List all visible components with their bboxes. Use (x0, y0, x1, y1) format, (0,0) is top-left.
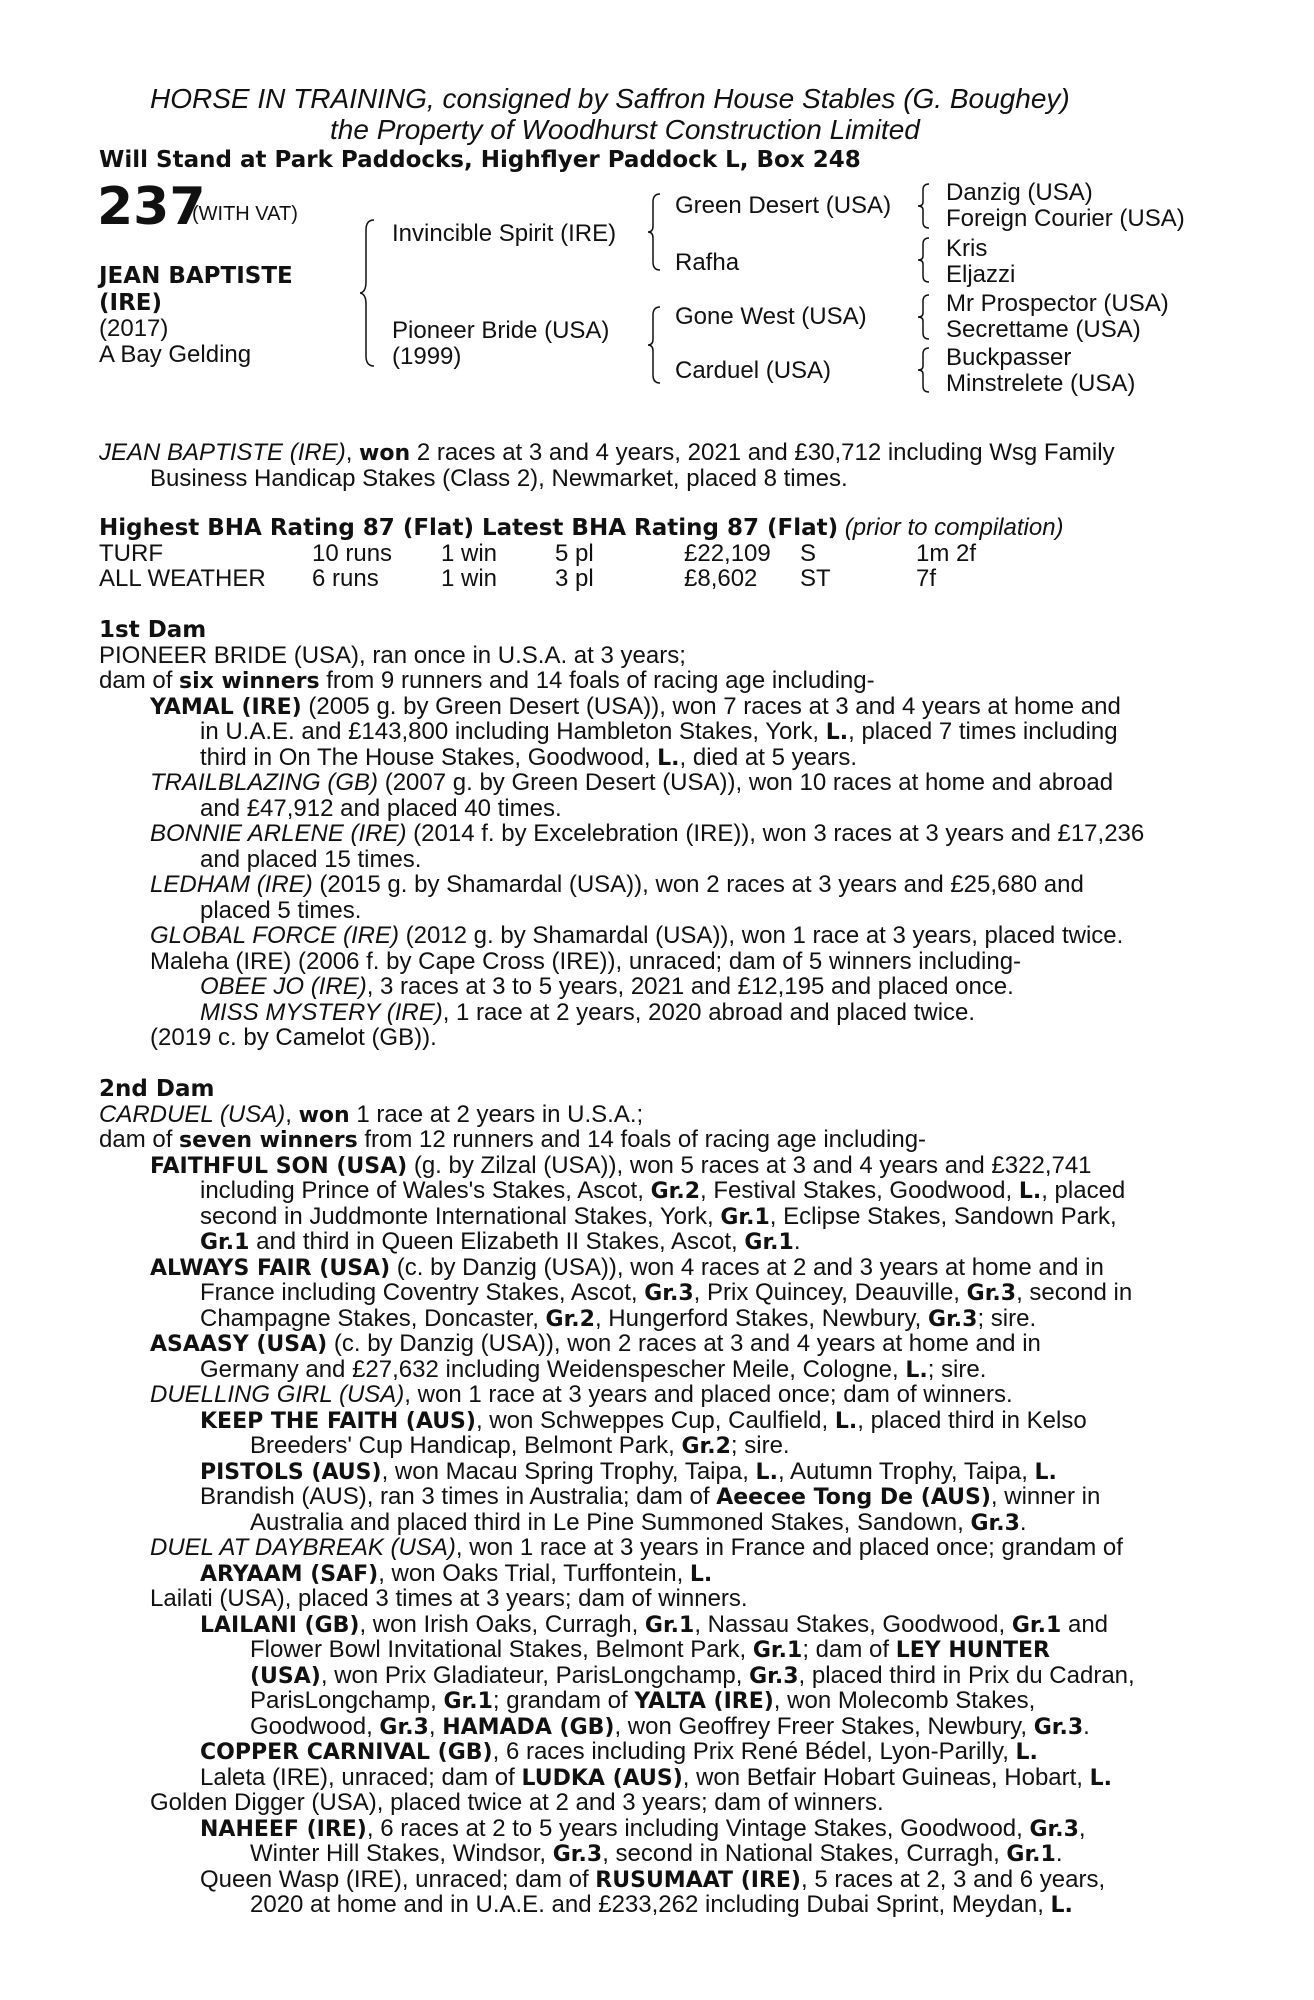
pedigree-sire: Invincible Spirit (IRE) (392, 220, 617, 247)
pedigree-brace-ds (918, 293, 932, 341)
catalogue-page: HORSE IN TRAINING, consigned by Saffron House Stables (G. Boughey) the Property of Woodhurst Construction Limited Will Stand at Park Paddocks, Highflyer Paddock L, Box 248 237 (WITH VAT) JEAN BAPTISTE (IRE) (2017) A Bay Gelding Invincible Spirit (IRE) Pioneer Bride (USA) (1999) Green Desert (USA) Rafha Gone West (USA) Carduel (USA) Danzig (USA) Foreign Courier (USA) Kris Eljazzi Mr Prospector (USA) Secrettame (USA) Buckpasser Minstrelete (USA) JEAN BAPTISTE (IRE), won 2 races at 3 and 4 years, 2021 and £30,712 including Wsg Family Business Handicap Stakes (Class 2), Newmarket, placed 8 times. Highest BHA Rating 87 (Flat) Latest BHA Rating 87 (Flat) (prior to compilation) TURF 10 runs 1 win 5 pl £22,109 S 1m 2f ALL WEATHER 6 runs 1 win 3 pl £8,602 ST 7f 1st Dam PIONEER BRIDE (USA), ran once in U.S.A. at 3 years; dam of six winners from 9 runners and 14 foals of racing age including- YAMAL (IRE) (2005 g. by Green Desert (USA)), won 7 races at 3 and 4 years at home and in U.A.E. and £143,800 including Hambleton Stakes, York, L., placed 7 times including third in On The House Stakes, Goodwood, L., died at 5 years. TRAILBLAZING (GB) (2007 g. by Green Desert (USA)), won 10 races at home and abroad and £47,912 and placed 40 times. BONNIE ARLENE (IRE) (2014 f. by Excelebration (IRE)), won 3 races at 3 years and £17,236 and placed 15 times. LEDHAM (IRE) (2015 g. by Shamardal (USA)), won 2 races at 3 years and £25,680 and placed 5 times. GLOBAL FORCE (IRE) (2012 g. by Shamardal (USA)), won 1 race at 3 years, placed twice. Maleha (IRE) (2006 f. by Cape Cross (IRE)), unraced; dam of 5 winners including- OBEE JO (IRE), 3 races at 3 to 5 years, 2021 and £12,195 and placed once. MISS MYSTERY (IRE), 1 race at 2 years, 2020 abroad and placed twice. (2019 c. by Camelot (GB)). 2nd Dam CARDUEL (USA), won 1 race at 2 years in U.S.A.; dam of seven winners from 12 runners and 14 foals of racing age including- FAITHFUL SON (USA) (g. by Zilzal (USA)), won 5 races at 3 and 4 years and £322,741 including Prince of Wales's Stakes, Ascot, Gr.2, Festival Stakes, Goodwood, L., placed second in Juddmonte International Stakes, York, Gr.1, Eclipse Stakes, Sandown Park, Gr.1 and third in Queen Elizabeth II Stakes, Ascot, Gr.1. ALWAYS FAIR (USA) (c. by Danzig (USA)), won 4 races at 2 and 3 years at home and in France including Coventry Stakes, Ascot, Gr.3, Prix Quincey, Deauville, Gr.3, second in Champagne Stakes, Doncaster, Gr.2, Hungerford Stakes, Newbury, Gr.3; sire. ASAASY (USA) (c. by Danzig (USA)), won 2 races at 3 and 4 years at home and in Germany and £27,632 including Weidenspescher Meile, Cologne, L.; sire. DUELLING GIRL (USA), won 1 race at 3 years and placed once; dam of winners. KEEP THE FAITH (AUS), won Schweppes Cup, Caulfield, L., placed third in Kelso Breeders' Cup Handicap, Belmont Park, Gr.2; sire. PISTOLS (AUS), won Macau Spring Trophy, Taipa, L., Autumn Trophy, Taipa, L. Brandish (AUS), ran 3 times in Australia; dam of Aeecee Tong De (AUS), winner in Australia and placed third in Le Pine Summoned Stakes, Sandown, Gr.3. DUEL AT DAYBREAK (USA), won 1 race at 3 years in France and placed once; grandam of ARYAAM (SAF), won Oaks Trial, Turffontein, L. Lailati (USA), placed 3 times at 3 years; dam of winners. LAILANI (GB), won Irish Oaks, Curragh, Gr.1, Nassau Stakes, Goodwood, Gr.1 and Flower Bowl Invitational Stakes, Belmont Park, Gr.1; dam of LEY HUNTER (USA), won Prix Gladiateur, ParisLongchamp, Gr.3, placed third in Prix du Cadran, ParisLongchamp, Gr.1; grandam of YALTA (IRE), won Molecomb Stakes, Goodwood, Gr.3, HAMADA (GB), won Geoffrey Freer Stakes, Newbury, Gr.3. COPPER CARNIVAL (GB), 6 races including Prix René Bédel, Lyon-Parilly, L. Laleta (IRE), unraced; dam of LUDKA (AUS), won Betfair Hobart Guineas, Hobart, L. Golden Digger (USA), placed twice at 2 and 3 years; dam of winners. NAHEEF (IRE), 6 races at 2 to 5 years including Vintage Stakes, Goodwood, Gr.3, Winter Hill Stakes, Windsor, Gr.3, second in National Stakes, Curragh, Gr.1. Queen Wasp (IRE), unraced; dam of RUSUMAAT (IRE), 5 races at 2, 3 and 6 years, 2020 at home and in U.A.E. and £233,262 including Dubai Sprint, Meydan, L. (97, 83, 1185, 1918)
property-line: the Property of Woodhurst Construction Limited (330, 114, 920, 145)
vat-note: (WITH VAT) (192, 203, 298, 225)
pedigree-ssd: Foreign Courier (USA) (946, 205, 1185, 232)
pedigree-dss: Mr Prospector (USA) (946, 290, 1169, 317)
produce-duel-at-daybreak: DUEL AT DAYBREAK (USA), won 1 race at 3 years in France and placed once; grandam of (150, 1534, 1123, 1561)
horse-suffix: (IRE) (99, 290, 163, 316)
produce-laleta: Laleta (IRE), unraced; dam of LUDKA (AUS), won Betfair Hobart Guineas, Hobart, L. (200, 1764, 1113, 1791)
produce-golden-digger: Golden Digger (USA), placed twice at 2 and 3 years; dam of winners. (150, 1789, 884, 1816)
pedigree-dam-sire: Gone West (USA) (675, 303, 867, 330)
consignor-line: HORSE IN TRAINING, consigned by Saffron House Stables (G. Boughey) (150, 83, 1070, 114)
produce-lailati: Lailati (USA), placed 3 times at 3 years; dam of winners. (150, 1585, 748, 1612)
pedigree-brace-sire (648, 192, 664, 272)
stand-line: Will Stand at Park Paddocks, Highflyer Paddock L, Box 248 (99, 147, 861, 173)
produce-asaasy: ASAASY (USA) (c. by Danzig (USA)), won 2 races at 3 and 4 years at home and in (150, 1330, 1041, 1357)
produce-keep-the-faith: KEEP THE FAITH (AUS), won Schweppes Cup, Caulfield, L., placed third in Kelso (200, 1407, 1087, 1434)
pedigree-brace-dd (918, 346, 932, 394)
produce-bonnie-arlene: BONNIE ARLENE (IRE) (2014 f. by Excelebration (IRE)), won 3 races at 3 years and £17,236 (150, 820, 1145, 847)
first-dam-line: PIONEER BRIDE (USA), ran once in U.S.A. at 3 years; (99, 642, 686, 669)
produce-naheef: NAHEEF (IRE), 6 races at 2 to 5 years including Vintage Stakes, Goodwood, Gr.3, (200, 1815, 1086, 1842)
produce-trailblazing: TRAILBLAZING (GB) (2007 g. by Green Desert (USA)), won 10 races at home and abroad (150, 769, 1114, 796)
second-dam-heading: 2nd Dam (99, 1076, 215, 1102)
horse-description: A Bay Gelding (99, 341, 252, 368)
second-dam-produce: dam of seven winners from 12 runners and 14 foals of racing age including- (99, 1126, 927, 1153)
horse-year: (2017) (99, 315, 169, 342)
first-dam-produce: dam of six winners from 9 runners and 14 foals of racing age including- (99, 667, 875, 694)
pedigree-sire-dam: Rafha (675, 249, 740, 276)
pedigree-dds: Buckpasser (946, 344, 1072, 371)
horse-name: JEAN BAPTISTE (99, 263, 293, 289)
pedigree-sss: Danzig (USA) (946, 179, 1093, 206)
produce-ledham: LEDHAM (IRE) (2015 g. by Shamardal (USA)), won 2 races at 3 years and £25,680 and (150, 871, 1084, 898)
pedigree-dsd: Secrettame (USA) (946, 316, 1141, 343)
pedigree-dam-year: (1999) (392, 343, 462, 370)
pedigree-brace-dam (648, 305, 664, 385)
produce-yamal: YAMAL (IRE) (2005 g. by Green Desert (USA)), won 7 races at 3 and 4 years at home and (150, 693, 1121, 720)
pedigree-brace-main (360, 218, 380, 368)
produce-global-force: GLOBAL FORCE (IRE) (2012 g. by Shamardal (USA)), won 1 race at 3 years, placed twice. (150, 922, 1124, 949)
pedigree-brace-sd (918, 236, 932, 284)
pedigree-sire-sire: Green Desert (USA) (675, 192, 892, 219)
produce-obee-jo: OBEE JO (IRE), 3 races at 3 to 5 years, 2021 and £12,195 and placed once. (200, 973, 1014, 1000)
produce-faithful-son: FAITHFUL SON (USA) (g. by Zilzal (USA)), won 5 races at 3 and 4 years and £322,741 (150, 1152, 1092, 1179)
produce-duelling-girl: DUELLING GIRL (USA), won 1 race at 3 years and placed once; dam of winners. (150, 1381, 1013, 1408)
produce-pistols: PISTOLS (AUS), won Macau Spring Trophy, Taipa, L., Autumn Trophy, Taipa, L. (200, 1458, 1057, 1485)
race-summary: JEAN BAPTISTE (IRE), won 2 races at 3 and 4 years, 2021 and £30,712 including Wsg Family (99, 439, 1115, 466)
produce-always-fair: ALWAYS FAIR (USA) (c. by Danzig (USA)), won 4 races at 2 and 3 years at home and in (150, 1254, 1104, 1281)
first-dam-heading: 1st Dam (99, 617, 207, 643)
produce-copper-carnival: COPPER CARNIVAL (GB), 6 races including Prix René Bédel, Lyon-Parilly, L. (200, 1738, 1038, 1765)
pedigree-brace-ss (918, 182, 932, 230)
bha-rating-heading: Highest BHA Rating 87 (Flat) Latest BHA Rating 87 (Flat) (prior to compilation) (99, 514, 1064, 541)
pedigree-sds: Kris (946, 235, 988, 262)
produce-maleha: Maleha (IRE) (2006 f. by Cape Cross (IRE)), unraced; dam of 5 winners including- (150, 948, 1022, 975)
produce-miss-mystery: MISS MYSTERY (IRE), 1 race at 2 years, 2020 abroad and placed twice. (200, 999, 976, 1026)
race-summary-line2: Business Handicap Stakes (Class 2), Newmarket, placed 8 times. (150, 465, 848, 492)
produce-brandish: Brandish (AUS), ran 3 times in Australia; dam of Aeecee Tong De (AUS), winner in (200, 1483, 1101, 1510)
second-dam-line: CARDUEL (USA), won 1 race at 2 years in U.S.A.; (99, 1101, 644, 1128)
pedigree-dam-dam: Carduel (USA) (675, 357, 832, 384)
produce-queen-wasp: Queen Wasp (IRE), unraced; dam of RUSUMAAT (IRE), 5 races at 2, 3 and 6 years, (200, 1866, 1106, 1893)
produce-2019-colt: (2019 c. by Camelot (GB)). (150, 1024, 437, 1051)
pedigree-sdd: Eljazzi (946, 261, 1016, 288)
lot-number: 237 (97, 177, 206, 237)
produce-lailani: LAILANI (GB), won Irish Oaks, Curragh, Gr.1, Nassau Stakes, Goodwood, Gr.1 and (200, 1611, 1109, 1638)
pedigree-dam: Pioneer Bride (USA) (392, 317, 610, 344)
produce-aryaam: ARYAAM (SAF), won Oaks Trial, Turffontein, L. (200, 1560, 713, 1587)
pedigree-ddd: Minstrelete (USA) (946, 370, 1136, 397)
